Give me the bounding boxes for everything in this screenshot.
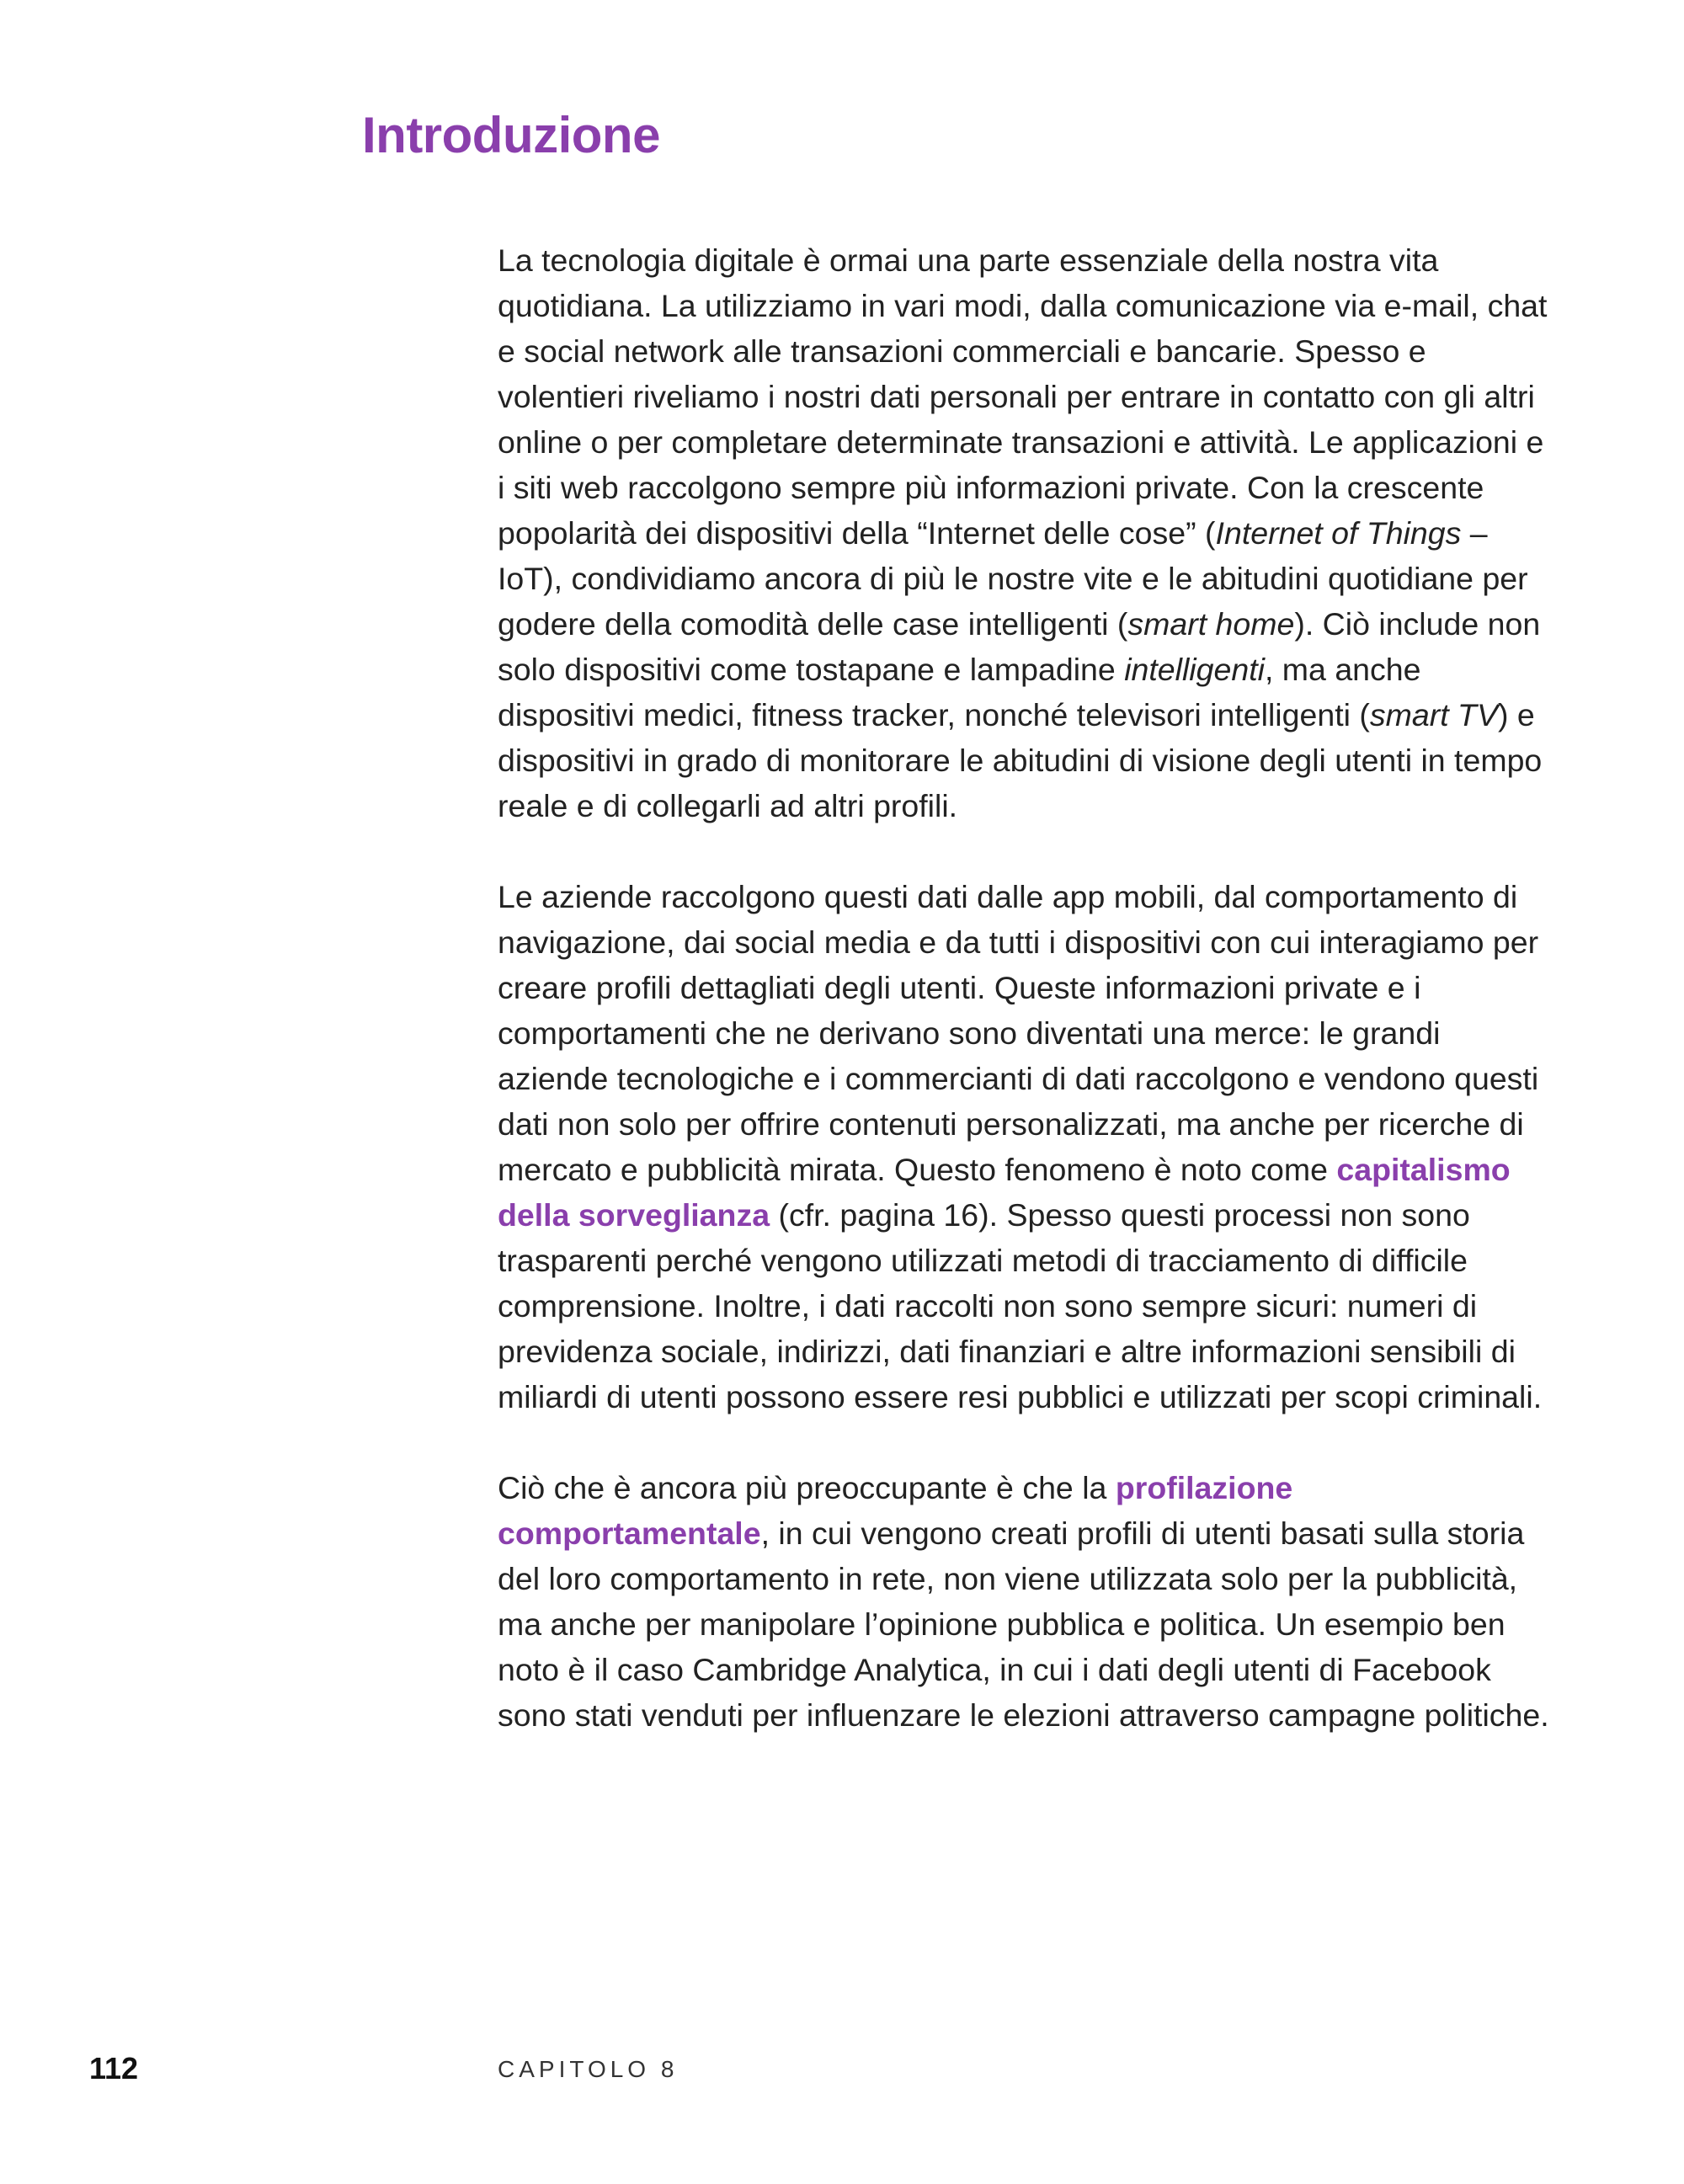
highlighted-term-capitalismo: capitalismo della sorveglianza <box>498 1152 1511 1233</box>
paragraph-1 <box>498 237 1559 828</box>
page-heading: Introduzione <box>362 107 660 163</box>
text-run: La tecnologia digitale è ormai una parte essenziale della nostra vita quotidiana. La utilizziamo in vari modi, dalla comunicazione via e-mail, chat e social network alle transazioni commerciali e bancarie. Spesso e volentieri riveliamo i nostri dati personali per entrare in contatto con gli altri online o per completare determinate transazioni e attività. Le applicazioni e i siti web raccolgono sempre più informazioni private. Con la crescente popolarità dei dispositivi della “Internet delle cose” ( <box>498 242 1548 551</box>
text-run: ). Ciò include non solo dispositivi come tostapane e lampadine <box>498 606 1541 687</box>
text-run: ) e dispositivi in grado di monitorare le abitudini di visione degli utenti in tempo reale e di collegarli ad altri profili. <box>498 697 1543 823</box>
paragraph-2 <box>498 874 1559 1420</box>
italic-term: intelligenti <box>1124 652 1265 687</box>
italic-term: Internet of Things <box>1215 515 1462 551</box>
text-run: , ma anche dispositivi medici, fitness tracker, nonché televisori intelligenti ( <box>498 652 1421 732</box>
italic-term: smart home <box>1127 606 1295 642</box>
highlighted-term-profilazione: profilazione comportamentale <box>498 1470 1293 1551</box>
page-number: 112 <box>89 2051 139 2085</box>
text-run: Le aziende raccolgono questi dati dalle app mobili, dal comportamento di navigazione, dai social media e da tutti i dispositivi con cui interagiamo per creare profili dettagliati degli utenti. Queste informazioni private e i comportamenti che ne derivano sono diventati una merce: le grandi aziende tecnologiche e i commercianti di dati raccolgono e vendono questi dati non solo per offrire contenuti personalizzati, ma anche per ricerche di mercato e pubblicità mirata. Questo fenomeno è noto come <box>498 879 1539 1187</box>
text-run: Ciò che è ancora più preoccupante è che la <box>498 1470 1116 1505</box>
chapter-label: CAPITOLO 8 <box>498 2056 679 2082</box>
italic-term: smart TV <box>1369 697 1498 732</box>
paragraph-3 <box>498 1465 1559 1738</box>
body-text <box>498 237 1559 1783</box>
text-run: (cfr. pagina 16). Spesso questi processi non sono trasparenti perché vengono utilizzati metodi di tracciamento di difficile comprensione. Inoltre, i dati raccolti non sono sempre sicuri: numeri di previdenza sociale, indirizzi, dati finanziari e altre informazioni sensibili di miliardi di utenti possono essere resi pubblici e utilizzati per scopi criminali. <box>498 1197 1543 1414</box>
text-run: , in cui vengono creati profili di utenti basati sulla storia del loro comportamento in rete, non viene utilizzata solo per la pubblicità, ma anche per manipolare l’opinione pubblica e politica. Un esempio ben noto è il caso Cambridge Analytica, in cui i dati degli utenti di Facebook sono stati venduti per influenzare le elezioni attraverso campagne politiche. <box>498 1515 1549 1733</box>
text-run: – IoT), condividiamo ancora di più le nostre vite e le abitudini quotidiane per godere della comodità delle case intelligenti ( <box>498 515 1528 642</box>
